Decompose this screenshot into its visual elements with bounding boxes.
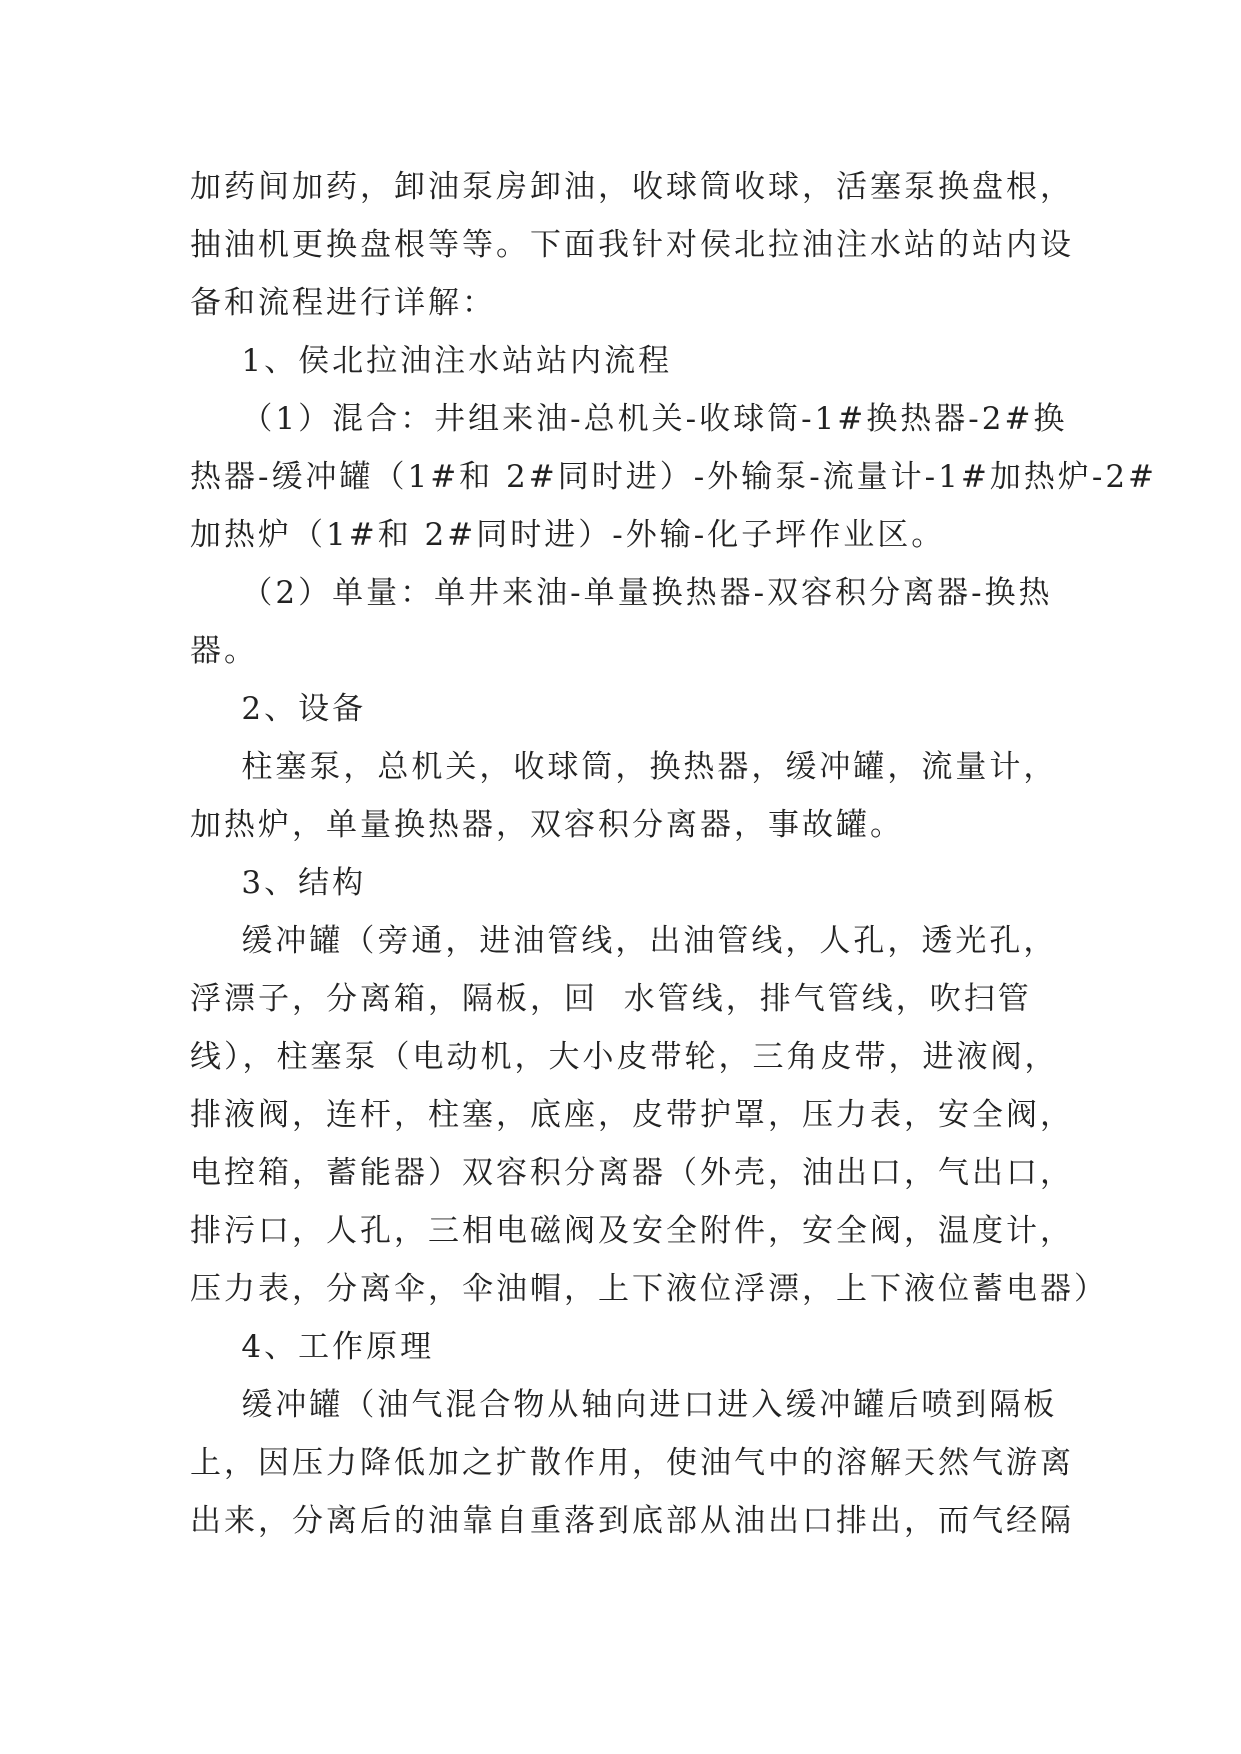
text-line: 电控箱，蓄能器）双容积分离器（外壳，油出口，气出口， [190, 1155, 1074, 1191]
text-line: 浮漂子，分离箱，隔板，回 水管线，排气管线，吹扫管 [190, 981, 1032, 1017]
text-line: 热器-缓冲罐（1#和 2#同时进）-外输泵-流量计-1#加热炉-2# [190, 459, 1158, 495]
text-line: 排液阀，连杆，柱塞，底座，皮带护罩，压力表，安全阀， [190, 1097, 1074, 1133]
section-heading: 3、结构 [190, 865, 367, 901]
text-line: 线），柱塞泵（电动机，大小皮带轮，三角皮带，进液阀， [190, 1039, 1059, 1075]
text-line: 加药间加药，卸油泵房卸油，收球筒收球，活塞泵换盘根， [190, 169, 1074, 205]
text-line: 加热炉（1#和 2#同时进）-外输-化子坪作业区。 [190, 517, 946, 553]
text-line: （2）单量：单井来油-单量换热器-双容积分离器-换热 [190, 575, 1053, 611]
section-heading: 1、侯北拉油注水站站内流程 [190, 343, 673, 379]
text-line: 上，因压力降低加之扩散作用，使油气中的溶解天然气游离 [190, 1445, 1074, 1481]
text-line: 加热炉，单量换热器，双容积分离器，事故罐。 [190, 807, 904, 843]
text-line: 器。 [190, 633, 258, 669]
text-line: 排污口，人孔，三相电磁阀及安全附件，安全阀，温度计， [190, 1213, 1074, 1249]
text-line: 出来，分离后的油靠自重落到底部从油出口排出，而气经隔 [190, 1503, 1074, 1539]
text-line: 压力表，分离伞，伞油帽，上下液位浮漂，上下液位蓄电器） [190, 1271, 1108, 1307]
section-heading: 2、设备 [190, 691, 367, 727]
text-line: 缓冲罐（旁通，进油管线，出油管线，人孔，透光孔， [190, 923, 1058, 959]
text-line: 柱塞泵，总机关，收球筒，换热器，缓冲罐，流量计， [190, 749, 1058, 785]
text-line: （1）混合：井组来油-总机关-收球筒-1#换热器-2#换 [190, 401, 1068, 437]
text-line: 备和流程进行详解： [190, 285, 496, 321]
text-line: 抽油机更换盘根等等。下面我针对侯北拉油注水站的站内设 [190, 227, 1074, 263]
text-line: 缓冲罐（油气混合物从轴向进口进入缓冲罐后喷到隔板 [190, 1387, 1058, 1423]
section-heading: 4、工作原理 [190, 1329, 435, 1365]
